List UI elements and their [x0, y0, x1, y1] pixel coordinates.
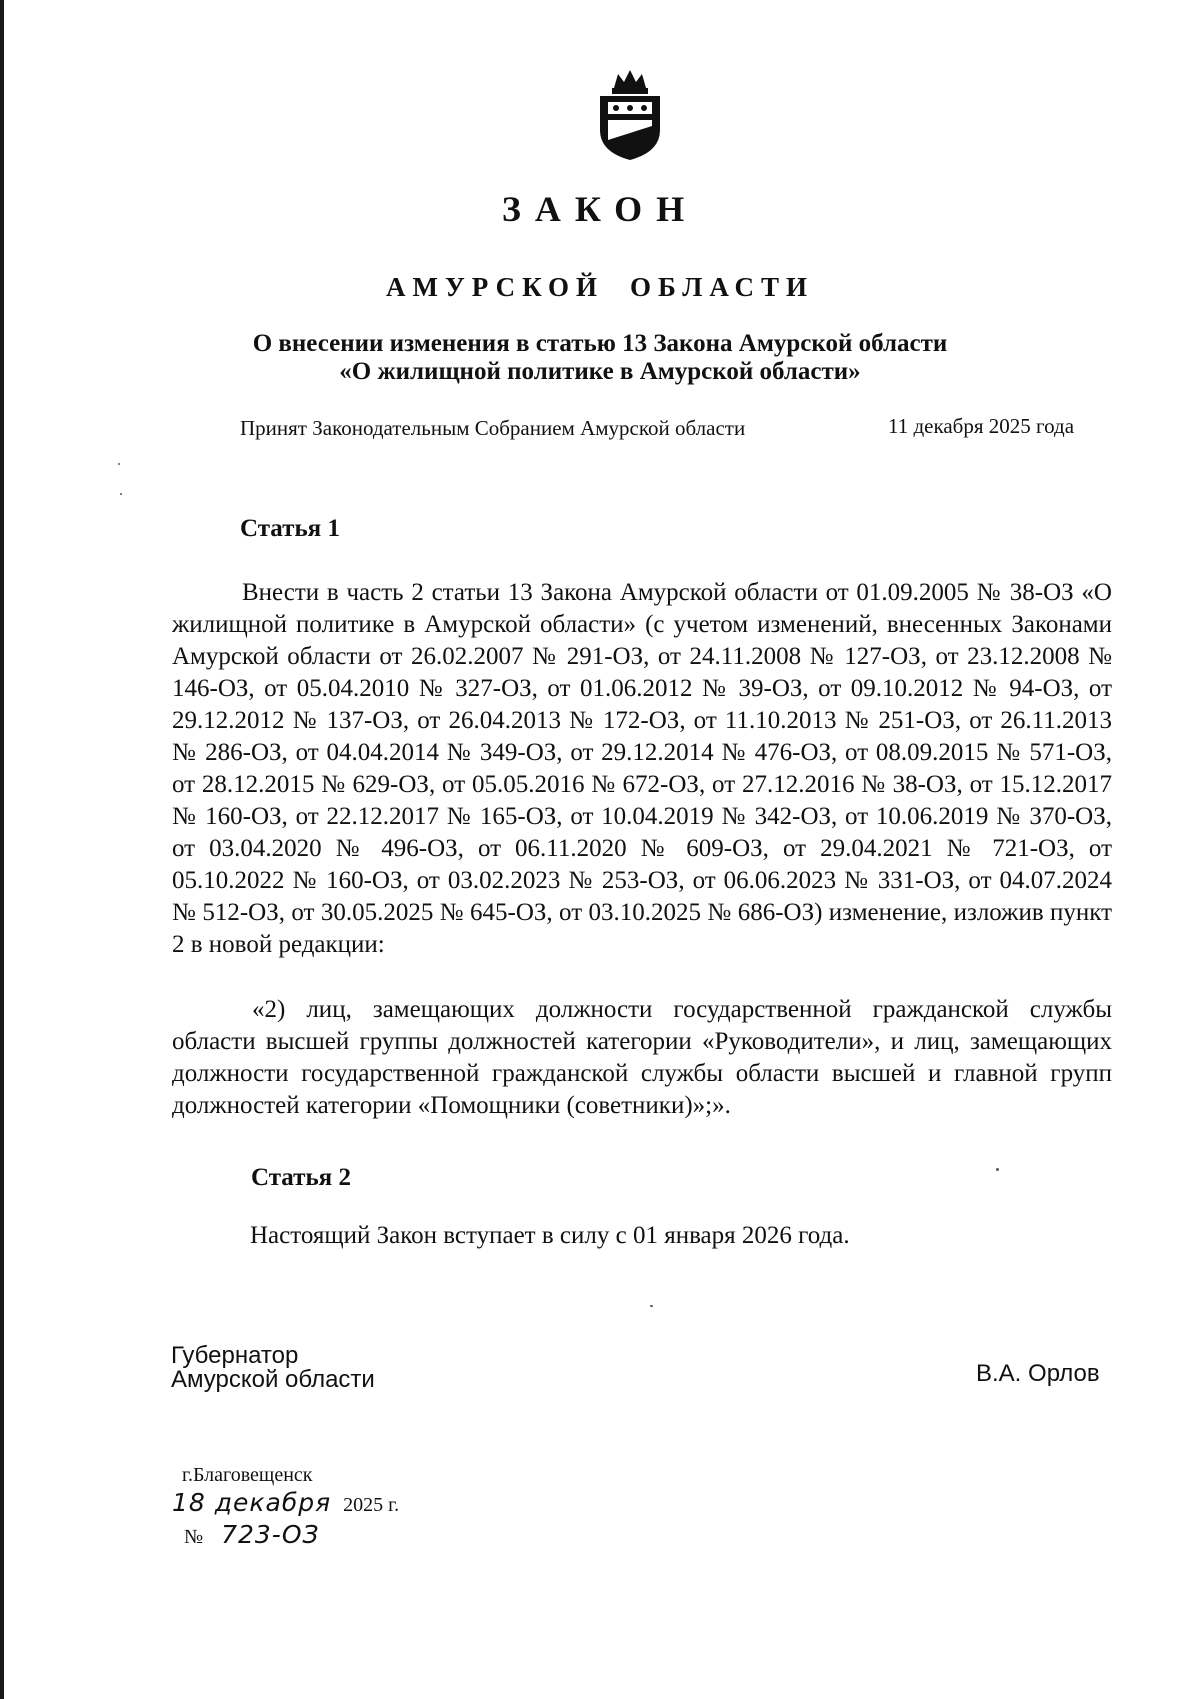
document-title: ЗАКОН — [501, 189, 699, 229]
scan-speck — [650, 1305, 653, 1307]
article-1-title: Статья 1 — [240, 515, 340, 542]
number-label: № — [184, 1526, 204, 1548]
region-word-2: ОБЛАСТИ — [630, 272, 814, 302]
scan-speck — [996, 1168, 999, 1171]
handwritten-number: 723-ОЗ — [221, 1520, 320, 1549]
handwritten-date: 18 декабря — [172, 1488, 332, 1517]
signer-position-line-1: Губернатор — [171, 1342, 299, 1369]
subject-line-1: О внесении изменения в статью 13 Закона Амурской области — [252, 330, 948, 357]
city: г.Благовещенск — [182, 1464, 313, 1486]
scan-speck — [118, 463, 120, 465]
date-year: 2025 г. — [343, 1494, 400, 1516]
region-word-1: АМУРСКОЙ — [386, 272, 605, 302]
article-1-paragraph-2: «2) лиц, замещающих должности государственной гражданской службы области высшей группы должностей категории «Руководители», и лиц, замещающих должности государственной гражданской службы области высшей и главной групп должностей категории «Помощники (советники)»;». — [172, 996, 1112, 1119]
scan-speck — [120, 493, 122, 495]
adoption-text: Принят Законодательным Собранием Амурской области — [240, 416, 746, 440]
signer-name: В.А. Орлов — [976, 1360, 1100, 1387]
article-2-paragraph-1: Настоящий Закон вступает в силу с 01 января 2026 года. — [250, 1222, 850, 1249]
signing-date — [172, 1488, 399, 1517]
signer-position-line-2: Амурской области — [171, 1366, 375, 1393]
amur-region-coat-of-arms-icon — [594, 66, 666, 162]
law-number — [184, 1520, 320, 1549]
region-heading — [0, 272, 1200, 303]
scan-edge — [0, 0, 4, 1699]
adoption-date: 11 декабря 2025 года — [888, 414, 1075, 438]
law-subject — [150, 330, 1050, 386]
article-2-title: Статья 2 — [251, 1164, 351, 1191]
subject-line-2: «О жилищной политике в Амурской области» — [339, 358, 861, 385]
article-1-paragraph-1: Внести в часть 2 статьи 13 Закона Амурской области от 01.09.2005 № 38-ОЗ «О жилищной политике в Амурской области» (с учетом изменений, внесенных Законами Амурской области от 26.02.2007 № 291-ОЗ, от 24.11.2008 № 127-ОЗ, от 23.12.2008 № 146-ОЗ, от 05.04.2010 № 327-ОЗ, от 01.06.2012 № 39-ОЗ, от 09.10.2012 № 94-ОЗ, от 29.12.2012 № 137-ОЗ, от 26.04.2013 № 172-ОЗ, от 11.10.2013 № 251-ОЗ, от 26.11.2013 № 286-ОЗ, от 04.04.2014 № 349-ОЗ, от 29.12.2014 № 476-ОЗ, от 08.09.2015 № 571-ОЗ, от 28.12.2015 № 629-ОЗ, от 05.05.2016 № 672-ОЗ, от 27.12.2016 № 38-ОЗ, от 15.12.2017 № 160-ОЗ, от 22.12.2017 № 165-ОЗ, от 10.04.2019 № 342-ОЗ, от 10.06.2019 № 370-ОЗ, от 03.04.2020 № 496-ОЗ, от 06.11.2020 № 609-ОЗ, от 29.04.2021 № 721-ОЗ, от 05.10.2022 № 160-ОЗ, от 03.02.2023 № 253-ОЗ, от 06.06.2023 № 331-ОЗ, от 04.07.2024 № 512-ОЗ, от 30.05.2025 № 645-ОЗ, от 03.10.2025 № 686-ОЗ) изменение, изложив пункт 2 в новой редакции: — [172, 579, 1112, 958]
